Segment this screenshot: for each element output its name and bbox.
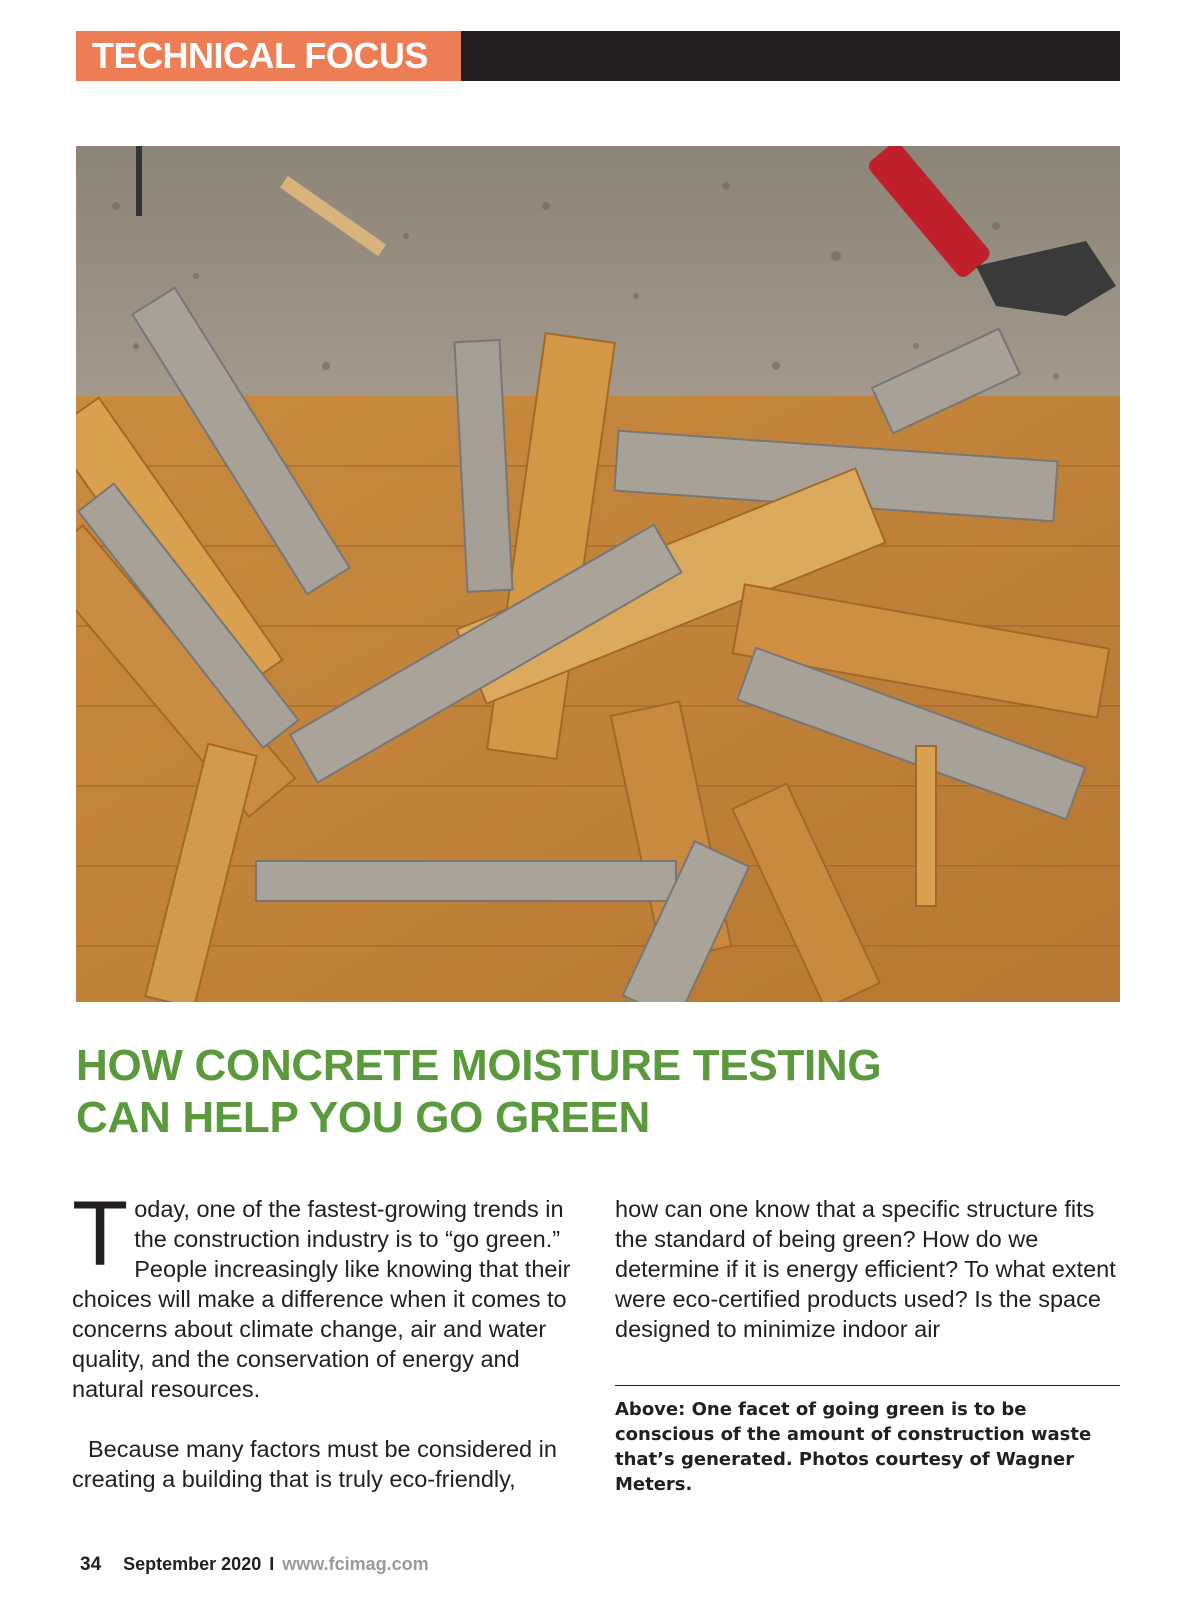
article-photo xyxy=(76,146,1120,1002)
website-link[interactable]: www.fcimag.com xyxy=(282,1554,429,1574)
article-headline xyxy=(76,1040,1076,1144)
footer-separator: I xyxy=(269,1554,275,1574)
issue-date: September 2020 xyxy=(123,1554,262,1574)
photo-caption: Above: One facet of going green is to be conscious of the amount of construction waste that’s generated. Photos courtesy of Wagner Meters. xyxy=(615,1399,1092,1495)
section-header-bar xyxy=(76,31,1120,81)
paragraph-continued: how can one know that a specific structure fits the standard of being green? How do we determine if it is energy efficient? To what extent were eco-certified products used? Is the space designed to minimize indoor air xyxy=(615,1196,1116,1342)
section-label: TECHNICAL FOCUS xyxy=(76,31,461,81)
article-column-right xyxy=(615,1194,1120,1344)
article-column-left xyxy=(72,1183,577,1494)
paragraph-1-text: oday, one of the fastest-growing trends in the construction industry is to “go green.” People increasingly like knowing that their choices will make a difference when it comes to concerns about climate change, air and water quality, and the conservation of energy and natural resources. xyxy=(72,1196,571,1402)
paragraph-2: Because many factors must be considered in creating a building that is truly eco-friendly, xyxy=(72,1436,557,1492)
caption-divider xyxy=(615,1385,1120,1386)
page-footer xyxy=(80,1552,429,1577)
headline-line-2: CAN HELP YOU GO GREEN xyxy=(76,1093,650,1142)
headline-line-1: HOW CONCRETE MOISTURE TESTING xyxy=(76,1041,882,1090)
drop-cap: T xyxy=(72,1183,129,1285)
page-number: 34 xyxy=(80,1554,102,1575)
paragraph-1 xyxy=(72,1183,577,1404)
photo-illustration xyxy=(76,146,1120,1002)
